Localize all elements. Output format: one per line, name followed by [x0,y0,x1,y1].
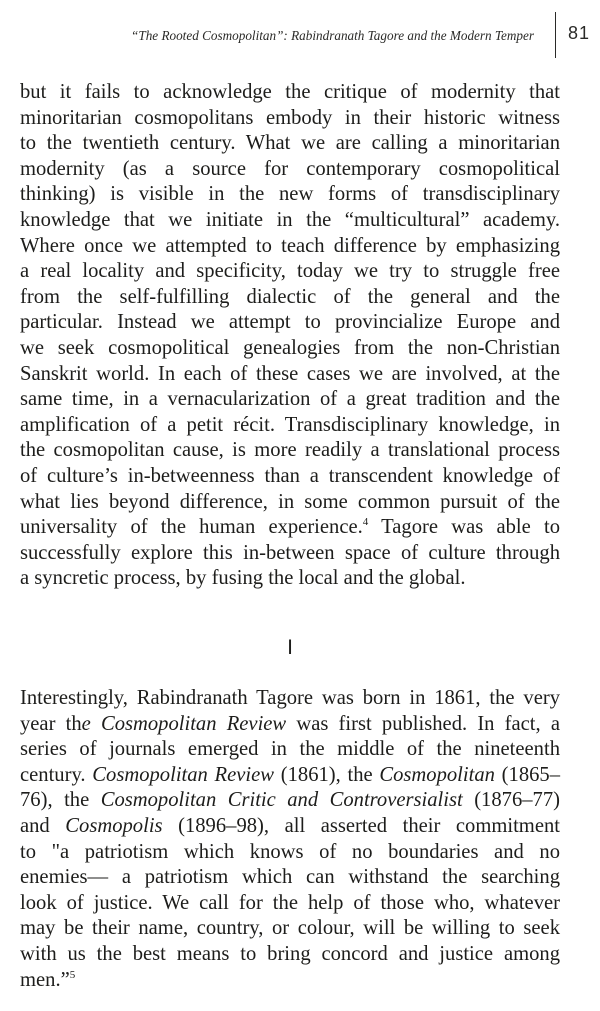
text-fragment: year th [20,712,82,735]
text-line [20,712,560,738]
journal-title: e Cosmopolitan Review [81,712,287,735]
text-line [20,814,560,840]
text-line: Where once we attempted to teach difference by emphasizing [20,234,560,257]
text-fragment: Tagore was able to [368,516,560,539]
text-line: with us the best means to bring concord and justice among [20,942,560,965]
text-line: minoritarian cosmopolitans embody in their historic witness [20,106,560,129]
text-line-with-note [20,968,560,994]
text-line: modernity (as a source for contemporary cosmopolitical [20,157,560,180]
journal-title: Cosmopolitan Critic and Controversialist [100,789,463,812]
journal-title: Cosmopolis [65,814,163,837]
text-line: successfully explore this in-between space of culture through [20,541,560,564]
journal-title: Cosmopolitan [379,763,495,786]
text-fragment: and [20,814,66,837]
text-line: Interestingly, Rabindranath Tagore was born in 1861, the very [20,687,560,709]
text-line: same time, in a vernacularization of a great tradition and the [20,388,560,411]
footnote-reference-4[interactable]: 4 [362,516,369,529]
text-fragment: century. [20,763,93,786]
text-line: thinking) is visible in the new forms of transdisciplinary [20,183,560,206]
text-fragment: 76), the [20,789,101,812]
body-paragraph-2 [20,686,560,993]
text-line: knowledge that we initiate in the “multicultural” academy. [20,208,560,231]
text-line: enemies— a patriotism which can withstand the searching [20,866,560,889]
text-fragment: (1896–98), all asserted their commitment [162,814,560,837]
text-line [20,788,560,814]
text-fragment: (1876–77) [462,789,560,812]
text-fragment: (1865– [494,763,561,786]
text-line: a real locality and specificity, today we try to struggle free [20,260,560,283]
text-line: series of journals emerged in the middle of the nineteenth [20,738,560,761]
text-line: Sanskrit world. In each of these cases we are involved, at the [20,362,560,385]
body-paragraph-1 [20,80,560,592]
text-fragment: (1861), the [274,763,380,786]
text-line [20,763,560,789]
text-line: amplification of a petit récit. Transdisciplinary knowledge, in [20,413,560,436]
text-line: from the self-fulfilling dialectic of the general and the [20,285,560,308]
text-fragment: men.” [20,968,70,991]
text-line: we seek cosmopolitical genealogies from the non-Christian [20,336,560,359]
text-line: but it fails to acknowledge the critique of modernity that [20,81,560,103]
footnote-reference-5[interactable]: 5 [69,968,76,981]
page-number: 81 [568,23,591,43]
text-line: of culture’s in-betweenness than a transcendent knowledge of [20,464,560,487]
text-fragment: was first published. In fact, a [286,712,560,735]
running-head-title: “The Rooted Cosmopolitan”: Rabindranath Tagore and the Modern Temper [131,28,534,43]
text-line: what lies beyond difference, in some common pursuit of the [20,490,560,513]
journal-title: Cosmopolitan Review [92,763,275,786]
running-head-divider [555,12,556,58]
text-fragment: universality of the human experience. [20,516,363,539]
text-line: to "a patriotism which knows of no boundaries and no [20,840,560,863]
text-line: look of justice. We call for the help of those who, whatever [20,891,560,914]
text-line: may be their name, country, or colour, will be willing to seek [20,917,560,940]
text-line: to the twentieth century. What we are calling a minoritarian [20,132,560,155]
running-head [0,22,600,48]
text-line: particular. Instead we attempt to provincialize Europe and [20,311,560,334]
text-line: the cosmopolitan cause, is more readily a translational process [20,439,560,462]
text-line-with-note [20,515,560,541]
text-line: a syncretic process, by fusing the local and the global. [20,567,466,590]
section-heading-numeral: I [287,636,293,659]
